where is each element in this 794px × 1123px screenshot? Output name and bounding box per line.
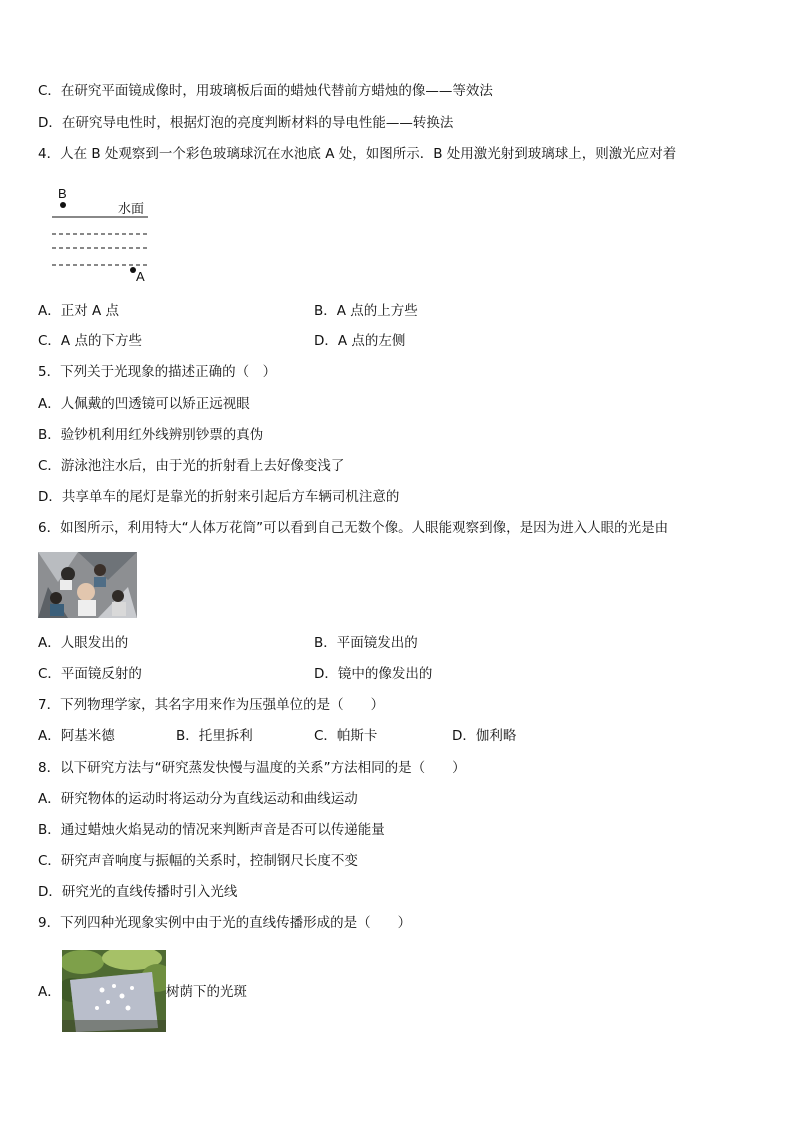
q4-option-a: A．正对 A 点 [38,303,120,319]
question-7-stem: 7．下列物理学家，其名字用来作为压强单位的是（ ） [38,697,385,713]
q8-option-d: D．研究光的直线传播时引入光线 [38,884,238,900]
q4-option-b: B．A 点的上方些 [314,303,418,319]
q5-option-c: C．游泳池注水后，由于光的折射看上去好像变浅了 [38,458,345,474]
tree-shade-light-spots-photo [62,950,166,1032]
q4-option-c: C．A 点的下方些 [38,333,142,349]
point-b [60,202,66,208]
q4-option-d: D．A 点的左侧 [314,333,406,349]
label-water-surface: 水面 [118,202,145,217]
q7-option-b: B．托里拆利 [176,728,253,744]
q5-option-d: D．共享单车的尾灯是靠光的折射来引起后方车辆司机注意的 [38,489,400,505]
q4-water-diagram [44,184,160,284]
q7-option-c: C．帕斯卡 [314,728,378,744]
q3-option-c: C．在研究平面镜成像时，用玻璃板后面的蜡烛代替前方蜡烛的像——等效法 [38,83,493,99]
q7-option-d: D．伽利略 [452,728,517,744]
q8-option-b: B．通过蜡烛火焰晃动的情况来判断声音是否可以传递能量 [38,822,385,838]
q6-option-a: A．人眼发出的 [38,635,129,651]
q5-option-a: A．人佩戴的凹透镜可以矫正远视眼 [38,396,250,412]
q6-option-d: D．镜中的像发出的 [314,666,433,682]
q9-option-a-letter: A． [38,984,61,1000]
label-b: B [58,186,67,201]
question-8-stem: 8．以下研究方法与“研究蒸发快慢与温度的关系”方法相同的是（ ） [38,760,466,776]
q5-option-b: B．验钞机利用红外线辨别钞票的真伪 [38,427,264,443]
q6-option-c: C．平面镜反射的 [38,666,142,682]
q6-option-b: B．平面镜发出的 [314,635,418,651]
q7-option-a: A．阿基米德 [38,728,115,744]
q3-option-d: D．在研究导电性时，根据灯泡的亮度判断材料的导电性能——转换法 [38,115,454,131]
q9-option-a-caption: 树荫下的光斑 [166,984,247,1000]
kaleidoscope-photo [38,552,137,618]
question-5-stem: 5．下列关于光现象的描述正确的（ ） [38,364,277,380]
label-a: A [136,269,145,284]
question-9-stem: 9．下列四种光现象实例中由于光的直线传播形成的是（ ） [38,915,412,931]
question-6-stem: 6．如图所示，利用特大“人体万花筒”可以看到自己无数个像。人眼能观察到像，是因为进入人眼的光是由 [38,520,669,536]
q8-option-c: C．研究声音响度与振幅的关系时，控制钢尺长度不变 [38,853,358,869]
question-4-stem: 4．人在 B 处观察到一个彩色玻璃球沉在水池底 A 处，如图所示．B 处用激光射到玻璃球上，则激光应对着 [38,146,677,162]
q8-option-a: A．研究物体的运动时将运动分为直线运动和曲线运动 [38,791,358,807]
